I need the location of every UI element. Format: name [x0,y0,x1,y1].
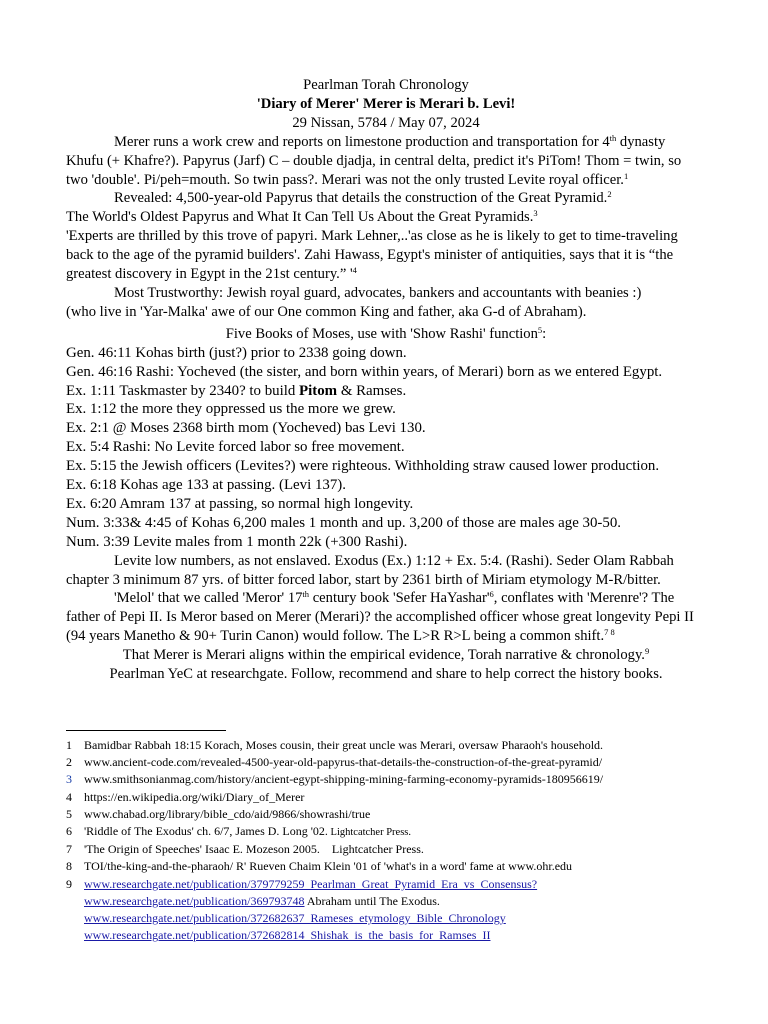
footnote-number: 4 [66,789,72,804]
verse-line: Num. 3:33& 4:45 of Kohas 6,200 males 1 month and up. 3,200 of those are males age 30-50. [66,514,621,531]
footnote-text: www.ancient-code.com/revealed-4500-year-old-papyrus-that-details-the-construction-of-the-great-pyramid/ [84,755,603,770]
footnote-number: 6 [66,824,72,839]
footnote-text: TOI/the-king-and-the-pharaoh/ R' Rueven Chaim Klein '01 of 'what's in a word' fame at www.ohr.edu [84,859,573,874]
footnote-text: 'The Origin of Speeches' Isaac E. Mozeson 2005. Lightcatcher Press. [84,842,424,857]
footnote-3 [66,771,706,788]
footnote-ref-9[interactable]: 9 [644,646,650,657]
footnote-ref-7-8[interactable]: 7 8 [604,627,615,638]
intro-p2-text: Revealed: 4,500-year-old Papyrus that details the construction of the Great Pyramid. [114,190,608,207]
document-body [66,76,706,684]
researchgate-link-2[interactable]: www.researchgate.net/publication/369793748 [84,893,305,908]
verse-line [66,382,706,401]
intro-p1-text-b: dynasty Khufu (+ Khafre?). Papyrus (Jarf) C – double djadja, in central delta, predict it's PiTom! Thom = twin, so two 'double'. Pi/peh=mouth. So twin pass?. Merari was not the only trusted Levite royal officer. [66,133,682,188]
intro-paragraph-1 [66,133,706,190]
verse-line: Ex. 1:12 the more they oppressed us the more we grew. [66,401,396,418]
footnote-5 [66,806,706,823]
closing-p2-text-a: 'Melol' that we called 'Meror' 17 [114,590,303,607]
footnote-ref-3[interactable]: 3 [533,208,538,219]
document-date: 29 Nissan, 5784 / May 07, 2024 [292,114,480,131]
verse-line: Ex. 5:4 Rashi: No Levite forced labor so free movement. [66,439,405,456]
footnote-divider [66,730,226,731]
ordinal-sup: th [302,589,310,600]
closing-p2-text-c: , conflates with 'Merenre'? The father of Pepi II. Is Meror based on Merer (Merari)? the accomplished officer whose great longevity Pepi II (94 years Manetho & 90+ Turin Canon) would follow. The L>R R>L being a common shift. [66,590,694,645]
footnote-9-continued [66,927,706,944]
intro-paragraph-3 [66,208,706,227]
intro-p3-text: The World's Oldest Papyrus and What It Can Tell Us About the Great Pyramids. [66,209,534,226]
footnotes [66,737,706,944]
series-title: Pearlman Torah Chronology [303,77,469,93]
intro-p4-text: 'Experts are thrilled by this trove of papyri. Mark Lehner,..'as close as he is likely to get to time-traveling back to the age of the pyramid builders'. Zahi Hawass, Egypt's minister of antiquities, says that it is “the greatest discovery in Egypt in the 21st century.” ' [66,228,678,283]
intro-paragraph-5: Most Trustworthy: Jewish royal guard, advocates, bankers and accountants with beanies :) [114,284,642,301]
verse-line: Gen. 46:11 Kohas birth (just?) prior to 2338 going down. [66,344,407,361]
footnote-main-text: 'Riddle of The Exodus' ch. 6/7, James D. Long '02. [84,824,328,839]
ordinal-sup: th [609,132,617,143]
footnote-number: 1 [66,738,72,752]
footnote-text: www.chabad.org/library/bible_cdo/aid/9866/showrashi/true [84,806,371,821]
footnote-ref-5[interactable]: 5 [537,324,543,335]
intro-paragraph-2 [66,189,706,208]
footnote-text: www.smithsonianmag.com/history/ancient-egypt-shipping-mining-farming-economy-pyramids-180956619/ [84,772,604,787]
footnote-2 [66,754,706,771]
footnote-ref-4[interactable]: 4 [352,265,357,276]
footnote-6 [66,823,706,841]
footnote-9-continued [66,910,706,927]
verse-text: Ex. 1:11 Taskmaster by 2340? to build [66,382,300,399]
footnote-number: 5 [66,806,72,821]
footnote-ref-6[interactable]: 6 [489,589,494,600]
verse-bold-text: Pitom [299,382,338,399]
closing-paragraph-4: Pearlman YeC at researchgate. Follow, recommend and share to help correct the history books. [109,666,663,683]
intro-p1-text-a: Merer runs a work crew and reports on limestone production and transportation for 4 [114,133,610,150]
verse-line: Ex. 6:18 Kohas age 133 at passing. (Levi 137). [66,477,346,494]
footnote-ref-2[interactable]: 2 [607,189,612,200]
link-note: Abraham until The Exodus. [304,893,440,908]
verse-line: Ex. 2:1 @ Moses 2368 birth mom (Yocheved) bas Levi 130. [66,420,426,437]
footnote-9-continued [66,893,706,910]
verse-line: Gen. 46:16 Rashi: Yocheved (the sister, and born within years, of Merari) born as we entered Egypt. [66,363,663,380]
verse-text: & Ramses. [337,382,407,399]
page-title [66,95,706,114]
footnote-number: 8 [66,859,72,874]
footnote-ref-1[interactable]: 1 [623,170,629,181]
closing-paragraph-2 [66,589,706,646]
closing-p3-text: That Merer is Merari aligns within the empirical evidence, Torah narrative & chronology. [122,647,645,664]
closing-p2-text-b: century book 'Sefer HaYashar' [309,590,490,607]
footnote-number: 7 [66,842,72,857]
researchgate-link-1[interactable]: www.researchgate.net/publication/379779259_Pearlman_Great_Pyramid_Era_vs_Consensus? [84,876,538,891]
footnote-1 [66,737,706,754]
footnote-text: https://en.wikipedia.org/wiki/Diary_of_Merer [84,789,305,804]
verse-list [66,344,706,552]
footnote-8 [66,858,706,875]
books-heading-colon: : [542,325,547,342]
intro-paragraph-6: (who live in 'Yar-Malka' awe of our One common King and father, aka G-d of Abraham). [66,303,587,320]
footnote-text: Bamidbar Rabbah 18:15 Korach, Moses cousin, their great uncle was Merari, oversaw Pharaoh's household. [84,738,604,752]
researchgate-link-3[interactable]: www.researchgate.net/publication/372682637_Rameses_etymology_Bible_Chronology [84,911,506,926]
footnote-number: 2 [66,755,72,770]
footnote-9 [66,876,706,893]
publisher-text: Lightcatcher Press. [327,827,412,839]
verse-line: Num. 3:39 Levite males from 1 month 22k (+300 Rashi). [66,533,408,550]
footnote-7 [66,841,706,858]
footnote-text [84,876,706,893]
footnote-text [84,823,706,841]
books-heading [66,325,706,344]
footnote-number: 9 [66,876,72,891]
footnote-4 [66,789,706,806]
closing-paragraph-3 [66,646,706,665]
verse-line: Ex. 6:20 Amram 137 at passing, so normal high longevity. [66,495,414,512]
researchgate-link-4[interactable]: www.researchgate.net/publication/372682814_Shishak_is_the_basis_for_Ramses_II [84,928,491,943]
closing-paragraph-1: Levite low numbers, as not enslaved. Exodus (Ex.) 1:12 + Ex. 5:4. (Rashi). Seder Olam Rabbah chapter 3 minimum 87 yrs. of bitter forced labor, start by 2361 birth of Miriam etymology M-R/bitter. [66,552,674,588]
footnote-number: 3 [66,772,72,787]
intro-paragraph-4 [66,227,706,284]
verse-line: Ex. 5:15 the Jewish officers (Levites?) were righteous. Withholding straw caused lower production. [66,458,660,475]
page-title-text: 'Diary of Merer' Merer is Merari b. Levi! [256,95,516,112]
books-heading-text: Five Books of Moses, use with 'Show Rashi' function [225,325,538,342]
